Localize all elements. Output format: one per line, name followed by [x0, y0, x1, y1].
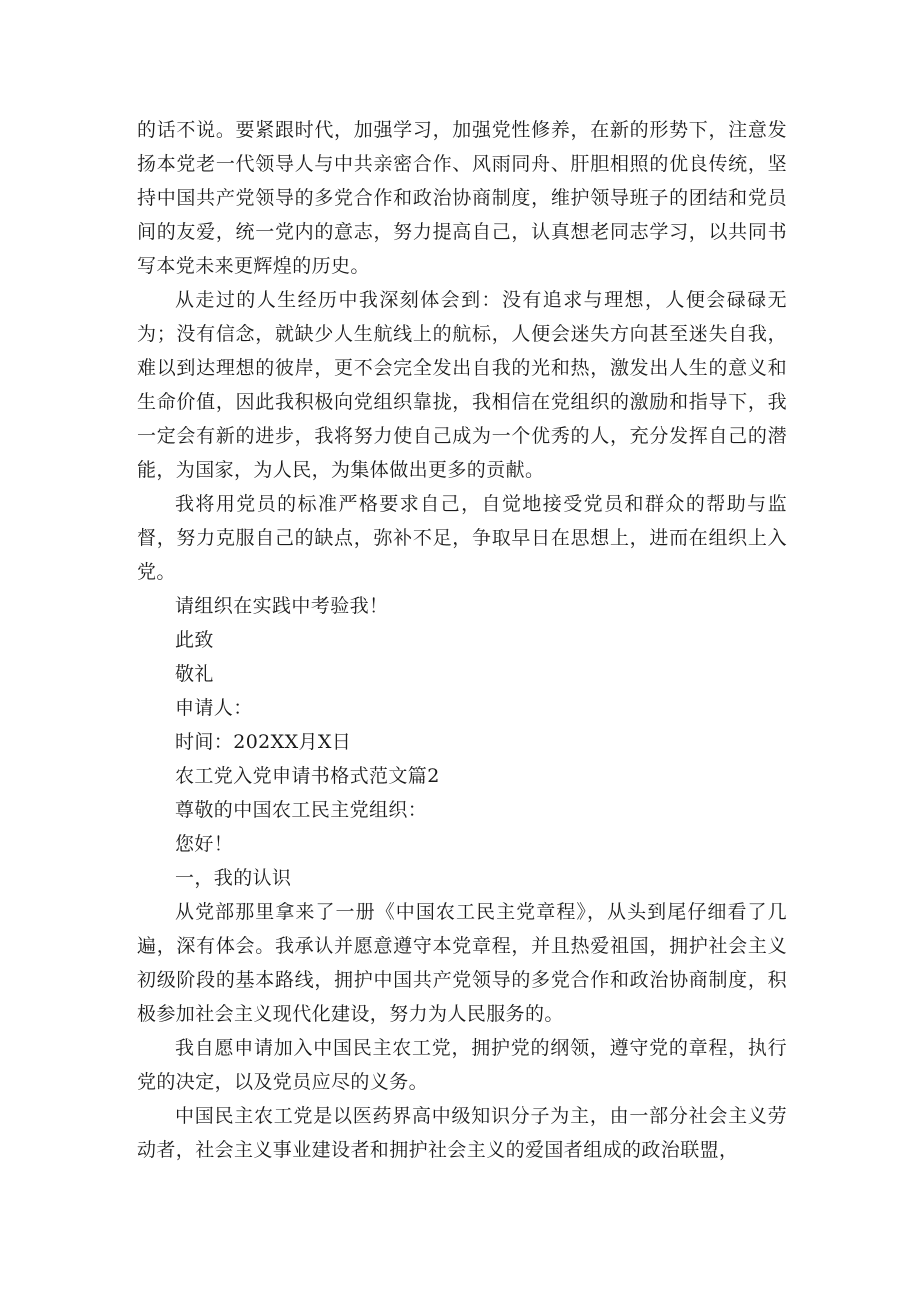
line-applicant: 申请人：: [175, 697, 253, 719]
paragraph-charter-reading: 从党部那里拿来了一册《中国农工民主党章程》，从头到尾仔细看了几遍，深有体会。我承认并愿意遵守本党章程，并且热爱祖国，拥护社会主义初级阶段的基本路线，拥护中国共产党领导的多党合作和政治协商制度，积极参加社会主义现代化建设，努力为人民服务的。: [137, 901, 787, 1025]
paragraph-self-requirement: 我将用党员的标准严格要求自己，自觉地接受党员和群众的帮助与监督，努力克服自己的缺点，弥补不足，争取早日在思想上，进而在组织上入党。: [137, 493, 787, 583]
subsection-heading: 一，我的认识: [175, 867, 292, 889]
line-salutation-cizhi: 此致: [175, 629, 214, 651]
line-greeting: 您好！: [175, 833, 234, 855]
paragraph-voluntary-application: 我自愿申请加入中国民主农工党，拥护党的纲领，遵守党的章程，执行党的决定，以及党员应尽的义务。: [137, 1037, 787, 1093]
document-body: [137, 113, 787, 1167]
line-date: 时间：202XX月X日: [175, 731, 352, 753]
line-addressee: 尊敬的中国农工民主党组织：: [175, 799, 428, 821]
paragraph-life-experience: 从走过的人生经历中我深刻体会到：没有追求与理想，人便会碌碌无为；没有信念，就缺少人生航线上的航标，人便会迷失方向甚至迷失自我，难以到达理想的彼岸，更不会完全发出自我的光和热，激发出人生的意义和生命价值，因此我积极向党组织靠拢，我相信在党组织的激励和指导下，我一定会有新的进步，我将努力使自己成为一个优秀的人，充分发挥自己的潜能，为国家，为人民，为集体做出更多的贡献。: [137, 289, 787, 481]
paragraph-continuation: 的话不说。要紧跟时代，加强学习，加强党性修养，在新的形势下，注意发扬本党老一代领导人与中共亲密合作、风雨同舟、肝胆相照的优良传统，坚持中国共产党领导的多党合作和政治协商制度，维护领导班子的团结和党员间的友爱，统一党内的意志，努力提高自己，认真想老同志学习，以共同书写本党未来更辉煌的历史。: [137, 119, 787, 277]
paragraph-party-description: 中国民主农工党是以医药界高中级知识分子为主，由一部分社会主义劳动者，社会主义事业建设者和拥护社会主义的爱国者组成的政治联盟，: [137, 1105, 787, 1161]
section-title: 农工党入党申请书格式范文篇2: [175, 765, 440, 787]
line-test-request: 请组织在实践中考验我！: [175, 595, 389, 617]
line-salutation-jingli: 敬礼: [175, 663, 214, 685]
